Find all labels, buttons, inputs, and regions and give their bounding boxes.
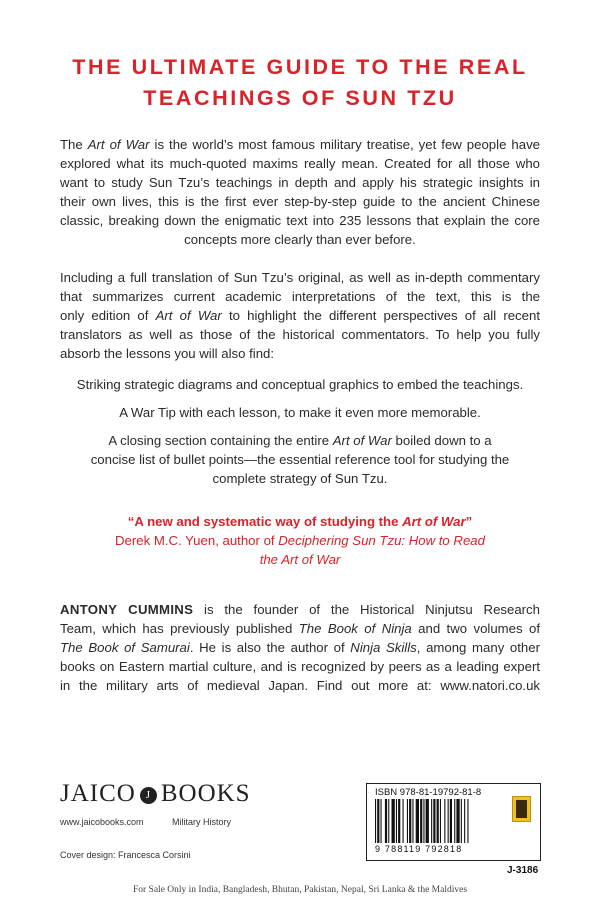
author-line: in the military arts of medieval Japan. Find out more at: www.natori.co.uk <box>60 678 540 693</box>
barcode-stripe <box>398 799 400 843</box>
features-intro-line: absorb the lessons you will also find: <box>60 346 275 361</box>
author-name: ANTONY CUMMINS <box>60 602 194 617</box>
intro-paragraph <box>60 135 540 249</box>
features-intro-line: Including a full translation of Sun Tzu’s original, as well as in-depth commentary <box>60 270 540 285</box>
features-intro-paragraph <box>60 268 540 363</box>
intro-line: want to study Sun Tzu’s teachings in depth and apply his strategic insights in <box>60 175 540 190</box>
author-line: Team, which has previously published The Book of Ninja and two volumes of <box>60 621 540 636</box>
headline-line-1: THE ULTIMATE GUIDE TO THE REAL <box>72 55 528 79</box>
barcode-stripe <box>381 799 382 843</box>
quote-text: “A new and systematic way of studying the Art of War” <box>127 514 473 529</box>
barcode-stripe <box>440 799 441 843</box>
barcode-icon <box>375 799 499 845</box>
features-intro-line: translators as well as those of the historical commentators. To help you fully <box>60 327 540 342</box>
intro-line: classic, breaking down the enigmatic text into 235 lessons that explain the core <box>60 213 540 228</box>
feature-text: Striking strategic diagrams and conceptual graphics to embed the teachings. <box>76 377 524 392</box>
barcode-stripe <box>426 799 429 843</box>
barcode-digits: 9 788119 792818 <box>375 844 463 854</box>
intro-line: their own lives, this is the first ever step-by-step guide to the ancient Chinese <box>60 194 540 209</box>
author-line: ANTONY CUMMINS is the founder of the Historical Ninjutsu Research <box>60 602 540 617</box>
barcode-stripe <box>450 799 452 843</box>
barcode-stripe <box>433 799 435 843</box>
feature-text: A War Tip with each lesson, to make it even more memorable. <box>119 405 481 420</box>
jaico-seal-icon: J <box>140 787 157 804</box>
intro-line: The Art of War is the world’s most famous military treatise, yet few people have <box>60 137 540 152</box>
barcode-stripe <box>448 799 449 843</box>
barcode-stripe <box>456 799 459 843</box>
barcode-stripe <box>420 799 422 843</box>
barcode-stripe <box>407 799 408 843</box>
review-quote <box>40 512 560 569</box>
author-line: The Book of Samurai. He is also the author of Ninja Skills, among many other <box>60 640 540 655</box>
barcode-stripe <box>403 799 404 843</box>
intro-line: explored what its much-quoted maxims really mean. Created for all those who <box>60 156 540 171</box>
feature-item-2 <box>40 403 560 422</box>
barcode-stripe <box>392 799 395 843</box>
barcode-stripe <box>416 799 419 843</box>
publisher-website: www.jaicobooks.com <box>60 817 144 827</box>
quote-attribution: the Art of War <box>259 552 341 567</box>
book-category: Military History <box>172 817 232 827</box>
barcode-stripe <box>464 799 465 843</box>
headline-line-2: TEACHINGS OF SUN TZU <box>143 86 457 110</box>
feature-text: complete strategy of Sun Tzu. <box>212 471 388 486</box>
barcode-stripe <box>409 799 411 843</box>
barcode-stripe <box>375 799 376 843</box>
features-intro-line: that summarizes current academic interpretations of the text, this is the <box>60 289 540 304</box>
cover-design-credit: Cover design: Francesca Corsini <box>60 850 191 860</box>
barcode-stripe <box>454 799 455 843</box>
quote-attribution: Derek M.C. Yuen, author of Deciphering Sun Tzu: How to Read <box>115 533 485 548</box>
sale-territory-note: For Sale Only in India, Bangladesh, Bhutan, Pakistan, Nepal, Sri Lanka & the Maldives <box>132 885 468 895</box>
features-intro-line: only edition of Art of War to highlight the different perspectives of all recent <box>60 308 540 323</box>
isbn-number: ISBN 978-81-19792-81-8 <box>375 787 482 798</box>
barcode-stripe <box>444 799 445 843</box>
headline <box>0 52 600 114</box>
barcode-stripe <box>385 799 387 843</box>
intro-line: concepts more clearly than ever before. <box>184 232 416 247</box>
feature-item-1 <box>40 375 560 394</box>
feature-item-3 <box>40 431 560 488</box>
author-line: books on Eastern martial culture, and is recognized by peers as a leading expert <box>60 659 540 674</box>
barcode-panel <box>366 783 541 861</box>
publisher-badge-icon <box>512 796 531 822</box>
barcode-stripe <box>431 799 432 843</box>
publisher-logo: JAICO J BOOKS <box>60 780 251 807</box>
barcode-stripe <box>388 799 389 843</box>
barcode-stripe <box>396 799 397 843</box>
feature-text: A closing section containing the entire Art of War boiled down to a <box>108 433 492 448</box>
barcode-stripe <box>461 799 462 843</box>
barcode-stripe <box>377 799 379 843</box>
barcode-stripe <box>412 799 413 843</box>
barcode-stripe <box>437 799 439 843</box>
book-code: J-3186 <box>507 865 539 876</box>
feature-text: concise list of bullet points—the essential reference tool for studying the <box>90 452 510 467</box>
barcode-stripe <box>423 799 424 843</box>
barcode-stripe <box>467 799 468 843</box>
author-bio <box>60 600 540 695</box>
